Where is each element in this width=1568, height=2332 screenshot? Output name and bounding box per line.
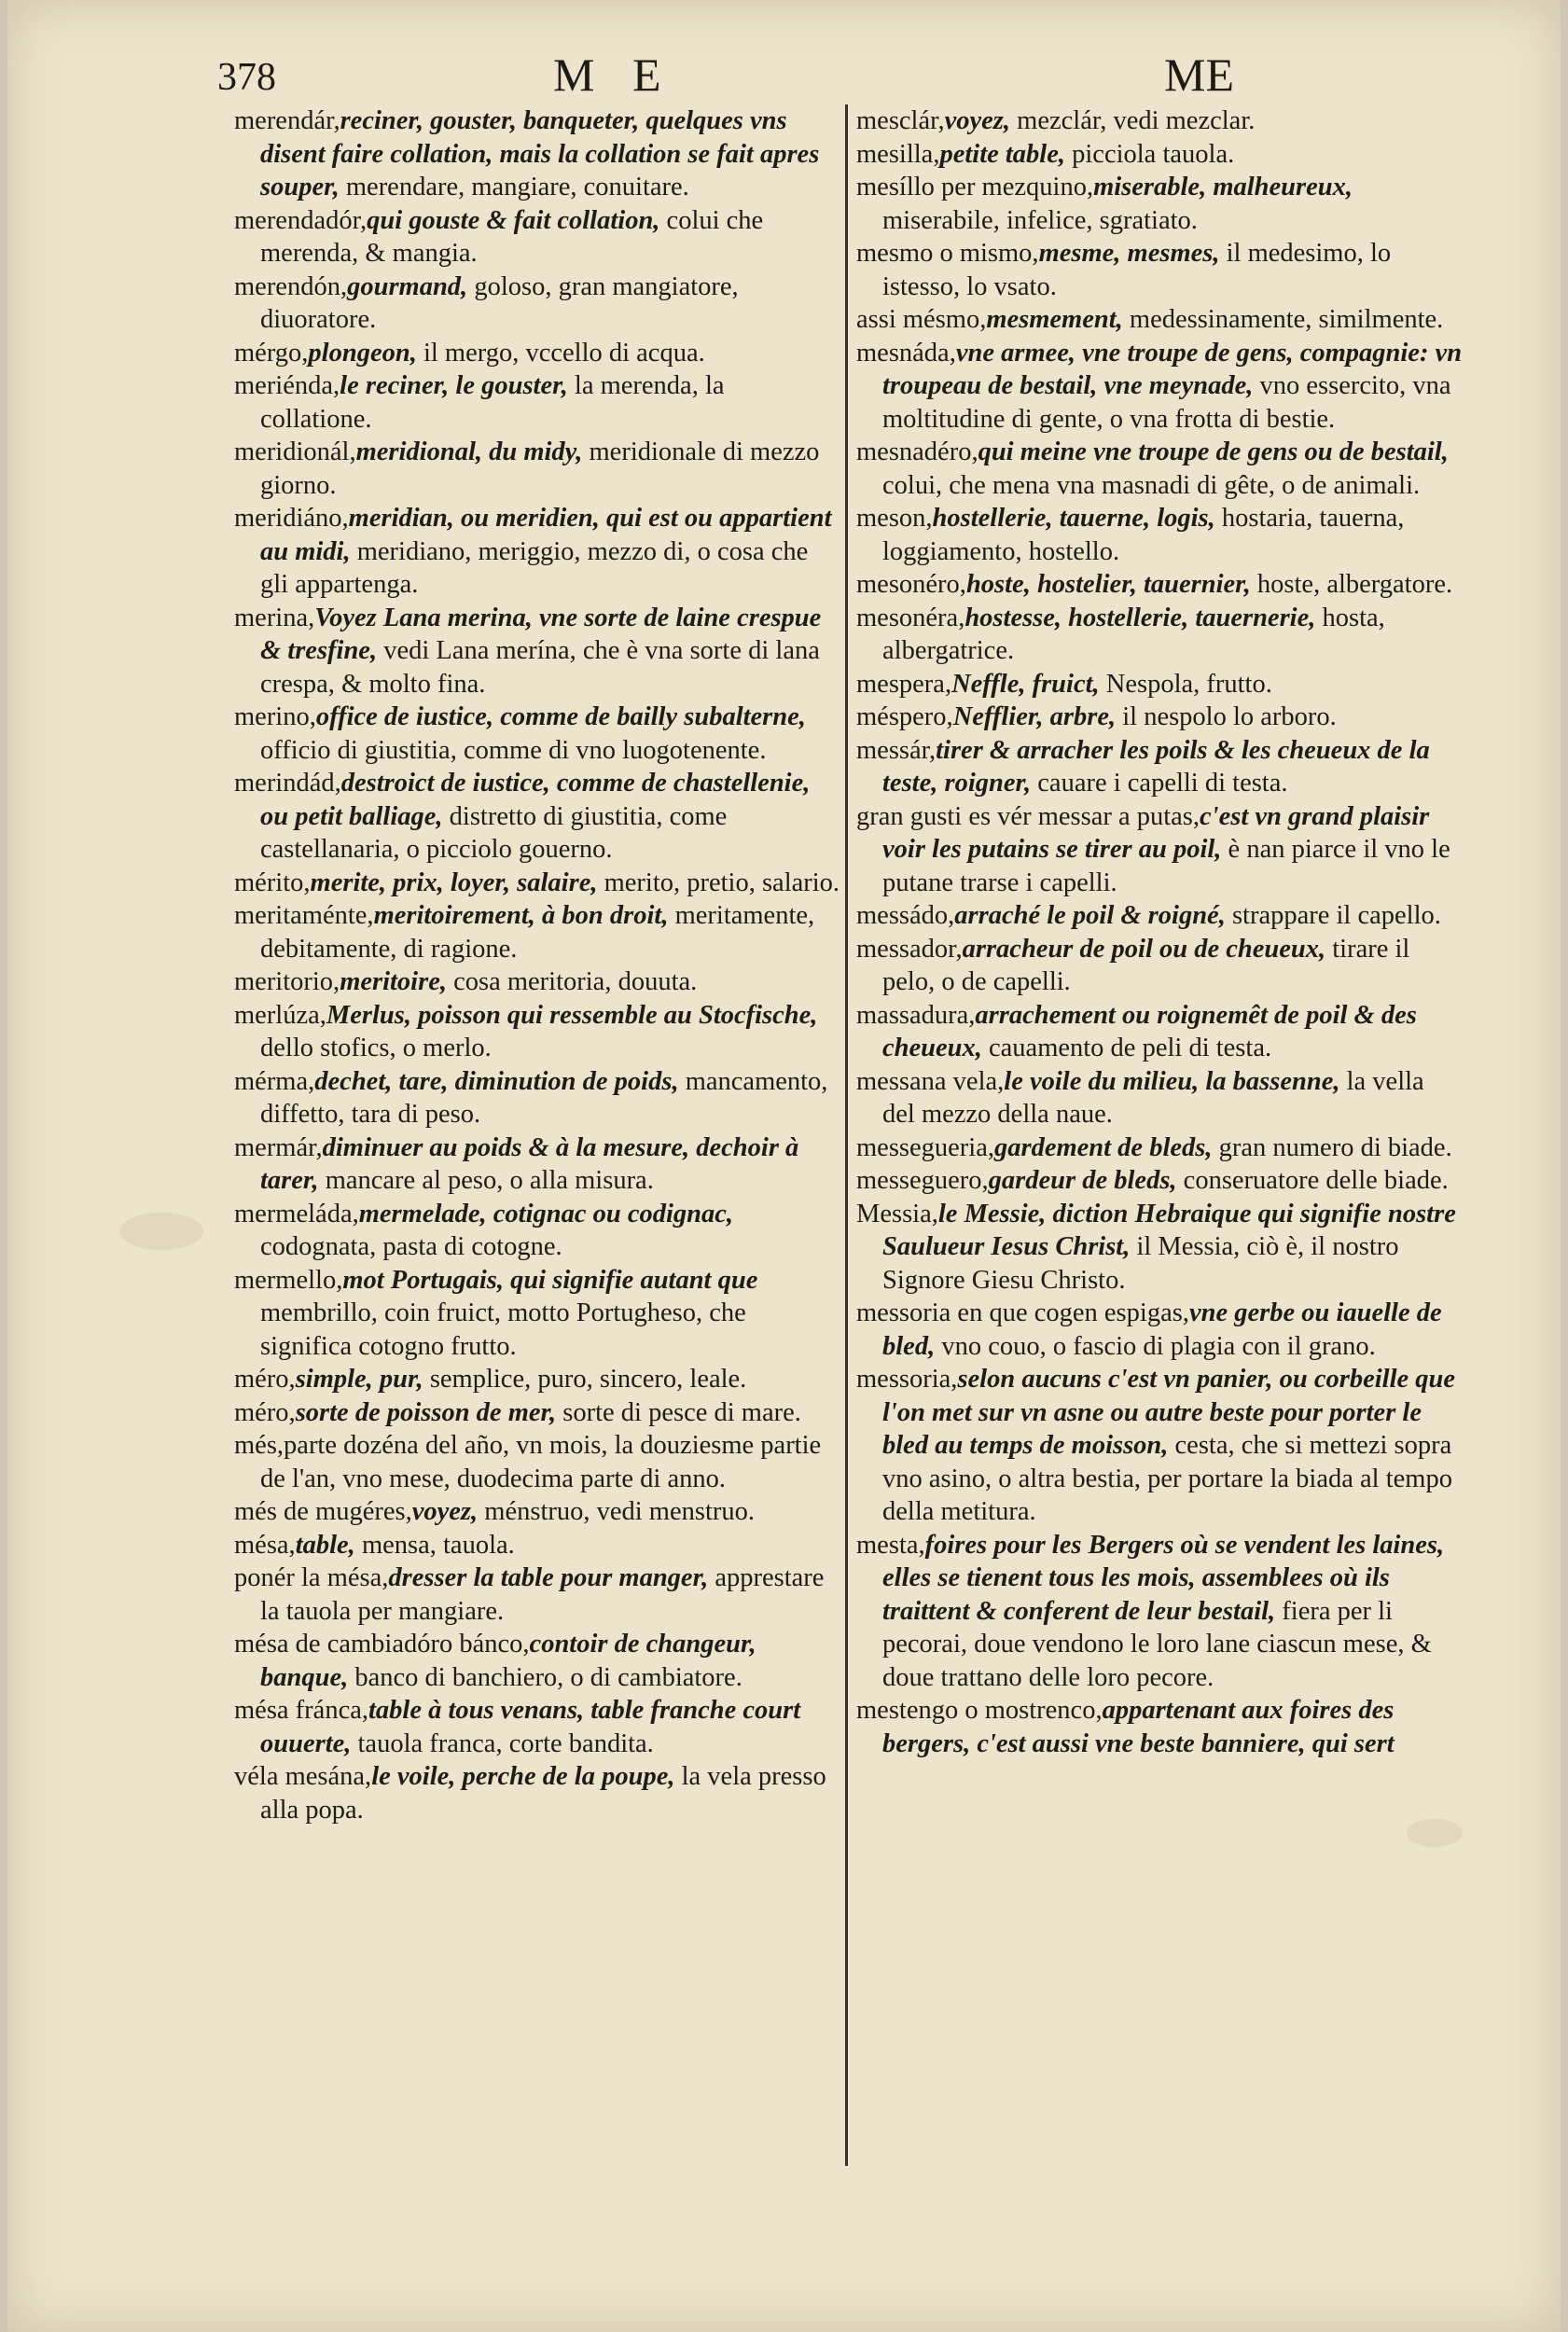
dictionary-entry <box>234 999 840 1065</box>
dictionary-entry <box>234 602 840 701</box>
entry-italian-gloss: fiera per li pecorai, doue vendono le loro lane ciascun mese, & doue trattano delle loro pecore. <box>882 1596 1432 1692</box>
entry-headword: meridionál, <box>234 437 356 466</box>
entry-headword: mesilla, <box>856 139 940 169</box>
entry-headword: més de mugéres, <box>234 1497 412 1526</box>
entry-french-gloss: le reciner, le gouster, <box>340 371 568 400</box>
dictionary-entry <box>856 899 1463 933</box>
entry-french-gloss: mermelade, cotignac ou codignac, <box>358 1199 734 1228</box>
entry-headword: mespera, <box>856 669 952 699</box>
entry-french-gloss: qui gouste & fait collation, <box>367 205 660 235</box>
page-header <box>7 42 1561 107</box>
entry-italian-gloss: la vela presso alla popa. <box>260 1762 826 1825</box>
entry-italian-gloss: il Messia, ciò è, il nostro Signore Giesu Christo. <box>882 1232 1399 1295</box>
dictionary-entry <box>856 568 1463 602</box>
entry-headword: meritorio, <box>234 967 340 996</box>
dictionary-entry <box>856 1363 1463 1529</box>
entry-headword: mermár, <box>234 1132 323 1162</box>
dictionary-entry <box>856 701 1463 734</box>
entry-italian-gloss: tauola franca, corte bandita. <box>351 1728 654 1758</box>
dictionary-entry <box>234 337 840 370</box>
dictionary-entry <box>234 965 840 999</box>
dictionary-entry <box>234 369 840 436</box>
entry-italian-gloss: mancare al peso, o alla misura. <box>318 1166 654 1195</box>
entry-italian-gloss: distretto di giustitia, come castellanaria, o picciolo gouerno. <box>260 801 728 864</box>
entry-headword: mesonéro, <box>856 570 966 599</box>
entry-italian-gloss: miserabile, infelice, sgratiato. <box>882 205 1198 235</box>
entry-headword: merendadór, <box>234 205 368 235</box>
entry-headword: mésa fránca, <box>234 1696 368 1725</box>
entry-italian-gloss: Nespola, frutto. <box>1099 669 1272 699</box>
entry-headword: messár, <box>856 735 937 765</box>
entry-italian-gloss: picciola tauola. <box>1065 139 1235 169</box>
entry-french-gloss: sorte de poisson de mer, <box>295 1397 557 1427</box>
entry-headword: merlúza, <box>234 1000 326 1030</box>
entry-french-gloss: c'est vn grand plaisir voir les putains se tirer au poil, <box>882 801 1430 864</box>
entry-french-gloss: vne armee, vne troupe de gens, compagnie: vn troupeau de bestail, vne meynade, <box>882 338 1463 400</box>
entry-french-gloss: gardeur de bleds, <box>988 1166 1177 1195</box>
dictionary-entry <box>856 933 1463 999</box>
dictionary-entry <box>856 502 1463 568</box>
entry-headword: assi mésmo, <box>856 305 987 334</box>
entry-headword: mésa, <box>234 1530 296 1560</box>
dictionary-entry <box>234 1694 840 1760</box>
entry-italian-gloss: il nespolo lo arboro. <box>1116 702 1337 731</box>
entry-headword: mesmo o mismo, <box>856 239 1039 268</box>
dictionary-entry <box>234 1495 840 1529</box>
dictionary-entry <box>856 668 1463 701</box>
left-column <box>234 104 840 1826</box>
entry-italian-gloss: hosta, albergatrice. <box>882 603 1385 665</box>
entry-italian-gloss: merendare, mangiare, conuitare. <box>339 173 689 201</box>
entry-headword: massadura, <box>856 1000 976 1030</box>
dictionary-entry <box>234 867 840 900</box>
entry-headword: mesnáda, <box>856 338 956 368</box>
entry-headword: messoria, <box>856 1365 958 1394</box>
dictionary-page <box>7 0 1561 2332</box>
dictionary-entry <box>856 138 1463 172</box>
dictionary-entry <box>234 1131 840 1198</box>
entry-headword: mesonéra, <box>856 603 965 632</box>
dictionary-entry <box>856 734 1463 800</box>
dictionary-entry <box>234 1628 840 1694</box>
entry-italian-gloss: banco di banchiero, o di cambiatore. <box>348 1662 742 1692</box>
entry-french-gloss: qui meine vne troupe de gens ou de bestail, <box>978 437 1449 466</box>
entry-headword: mérito, <box>234 868 311 897</box>
entry-headword: meriénda, <box>234 371 340 400</box>
entry-headword: merendár, <box>234 106 340 135</box>
entry-headword: messoria en que cogen espigas, <box>856 1298 1189 1327</box>
entry-french-gloss: table, <box>295 1530 355 1560</box>
page-number: 378 <box>217 56 276 99</box>
running-head-left: M E <box>553 49 674 101</box>
entry-headword: merindád, <box>234 769 341 798</box>
dictionary-entry <box>856 171 1463 237</box>
dictionary-entry <box>234 1264 840 1364</box>
entry-italian-gloss: meridiano, meriggio, mezzo di, o cosa che gli appartenga. <box>260 536 809 599</box>
entry-headword: merina, <box>234 603 315 632</box>
entry-italian-gloss: parte dozéna del año, vn mois, la douziesme partie de l'an, vno mese, duodecima parte di anno. <box>260 1431 822 1493</box>
dictionary-entry <box>234 1065 840 1131</box>
entry-headword: merino, <box>234 702 316 731</box>
entry-french-gloss: foires pour les Bergers où se vendent les laines, elles se tienent tous les mois, assemblees où ils traittent & conferent de leur bestail, <box>882 1530 1445 1626</box>
entry-italian-gloss: hostaria, tauerna, loggiamento, hostello. <box>882 504 1405 566</box>
paper-stain <box>119 1213 203 1250</box>
entry-headword: messador, <box>856 934 963 964</box>
entry-headword: meridiáno, <box>234 504 349 533</box>
entry-french-gloss: petite table, <box>939 139 1065 169</box>
entry-italian-gloss: conseruatore delle biade. <box>1176 1166 1449 1195</box>
dictionary-entry <box>234 436 840 502</box>
dictionary-entry <box>856 104 1463 138</box>
entry-french-gloss: gourmand, <box>347 271 468 301</box>
entry-italian-gloss: gran numero di biade. <box>1212 1132 1452 1162</box>
entry-headword: mérma, <box>234 1066 315 1096</box>
entry-french-gloss: voyez, <box>411 1497 479 1526</box>
dictionary-entry <box>234 701 840 767</box>
entry-italian-gloss: colui che merenda, & mangia. <box>260 205 764 268</box>
entry-italian-gloss: goloso, gran mangiatore, diuoratore. <box>260 271 739 334</box>
entry-italian-gloss: cosa meritoria, douuta. <box>446 967 698 996</box>
entry-italian-gloss: il medesimo, lo istesso, lo vsato. <box>882 239 1392 301</box>
entry-french-gloss: le voile du milieu, la bassenne, <box>1004 1066 1340 1096</box>
running-head-right: ME <box>1164 49 1234 101</box>
entry-italian-gloss: semplice, puro, sincero, leale. <box>423 1365 747 1394</box>
entry-headword: ponér la mésa, <box>234 1563 389 1592</box>
dictionary-entry <box>234 1529 840 1562</box>
entry-french-gloss: meritoirement, à bon droit, <box>373 901 669 930</box>
entry-italian-gloss: ménstruo, vedi menstruo. <box>478 1497 755 1526</box>
entry-italian-gloss: tirare il pelo, o de capelli. <box>882 934 1410 996</box>
entry-italian-gloss: hoste, albergatore. <box>1250 570 1453 599</box>
entry-french-gloss: contoir de changeur, banque, <box>260 1630 756 1692</box>
entry-french-gloss: tirer & arracher les poils & les cheueux de la teste, roigner, <box>882 735 1430 798</box>
entry-italian-gloss: cauare i capelli di testa. <box>1031 769 1288 798</box>
entry-headword: mestengo o mostrenco, <box>856 1696 1103 1725</box>
entry-italian-gloss: medessinamente, similmente. <box>1122 305 1444 334</box>
entry-italian-gloss: dello stofics, o merlo. <box>260 1034 492 1062</box>
entry-italian-gloss: la vella del mezzo della naue. <box>882 1066 1424 1129</box>
entry-headword: meritaménte, <box>234 901 374 930</box>
dictionary-entry <box>234 1198 840 1264</box>
entry-headword: véla mesána, <box>234 1762 372 1791</box>
entry-french-gloss: meritoire, <box>340 967 447 996</box>
entry-headword: merendón, <box>234 271 348 301</box>
entry-headword: messegueria, <box>856 1132 994 1162</box>
entry-headword: méspero, <box>856 702 953 731</box>
entry-french-gloss: merite, prix, loyer, salaire, <box>310 868 598 897</box>
entry-french-gloss: dresser la table pour manger, <box>388 1563 709 1592</box>
dictionary-entry <box>856 337 1463 437</box>
entry-french-gloss: destroict de iustice, comme de chastellenie, ou petit balliage, <box>260 769 811 831</box>
entry-french-gloss: appartenant aux foires des bergers, c'est aussi vne beste banniere, qui sert <box>882 1696 1395 1758</box>
entry-headword: mésa de cambiadóro báncо, <box>234 1630 530 1659</box>
entry-french-gloss: table à tous venans, table franche court ouuerte, <box>260 1696 801 1758</box>
entry-french-gloss: plongeon, <box>308 338 417 368</box>
entry-italian-gloss: officio di giustitia, comme di vno luogotenente. <box>260 735 767 765</box>
entry-italian-gloss: codognata, pasta di cotogne. <box>260 1232 562 1261</box>
entry-headword: mesnadéro, <box>856 437 978 466</box>
entry-headword: messádo, <box>856 901 955 930</box>
entry-french-gloss: le voile, perche de la poupe, <box>371 1762 675 1791</box>
entry-french-gloss: gardement de bleds, <box>993 1132 1213 1162</box>
entry-italian-gloss: membrillo, coin fruict, motto Portughesо, che significa cotogno frutto. <box>260 1298 746 1361</box>
entry-italian-gloss: è nan piarce il vno le putane trarse i capelli. <box>882 835 1450 897</box>
dictionary-entry <box>234 899 840 965</box>
dictionary-entry <box>234 502 840 602</box>
entry-italian-gloss: la merenda, la collatione. <box>260 371 725 434</box>
entry-italian-gloss: apprestare la tauola per mangiare. <box>260 1563 825 1626</box>
entry-french-gloss: simple, pur, <box>295 1365 423 1394</box>
right-column <box>856 104 1463 1760</box>
entry-french-gloss: miserable, malheureux, <box>1093 173 1353 201</box>
dictionary-entry <box>856 999 1463 1065</box>
entry-headword: méro, <box>234 1397 296 1427</box>
entry-italian-gloss: meritamente, debitamente, di ragione. <box>260 901 815 964</box>
entry-french-gloss: Voyez Lana merina, vne sorte de laine crespue & tresfine, <box>260 603 822 665</box>
entry-headword: mermeláda, <box>234 1199 359 1228</box>
entry-headword: mesclár, <box>856 106 945 135</box>
entry-headword: méro, <box>234 1365 296 1394</box>
entry-french-gloss: arraché le poil & roigné, <box>954 901 1226 930</box>
entry-french-gloss: Nefflier, arbre, <box>952 702 1117 731</box>
entry-french-gloss: mot Portugais, qui signifie autant que <box>342 1265 758 1295</box>
entry-french-gloss: hoste, hostelier, tauernier, <box>965 570 1251 599</box>
entry-italian-gloss: meridionale di mezzo giorno. <box>260 437 820 500</box>
entry-headword: Messia, <box>856 1199 938 1228</box>
entry-french-gloss: hostellerie, tauerne, logis, <box>932 504 1215 533</box>
entry-french-gloss: diminuer au poids & à la mesure, dechoir à tarer, <box>260 1132 799 1195</box>
entry-french-gloss: meridional, du midy, <box>355 437 583 466</box>
entry-italian-gloss: cesta, che si mettezi sopra vno asino, o altra bestia, per portare la biada al tempo della metitura. <box>882 1431 1452 1526</box>
entry-italian-gloss: mezclár, vedi mezclar. <box>1010 106 1256 135</box>
entry-french-gloss: arrachement ou roignemêt de poil & des cheueux, <box>882 1000 1417 1062</box>
dictionary-entry <box>856 1164 1463 1198</box>
dictionary-entry <box>856 436 1463 502</box>
entry-headword: messeguero, <box>856 1166 989 1195</box>
dictionary-entry <box>234 271 840 337</box>
entry-french-gloss: dechet, tare, diminution de poids, <box>314 1066 679 1096</box>
entry-italian-gloss: vno essercito, vna moltitudine di gente, o vna frotta di bestie. <box>882 371 1451 434</box>
entry-french-gloss: meridian, ou meridien, qui est ou appartient au midi, <box>260 504 832 566</box>
entry-french-gloss: le Messie, diction Hebraique qui signifie nostre Saulueur Iesus Christ, <box>882 1199 1456 1261</box>
dictionary-entry <box>234 767 840 867</box>
dictionary-entry <box>234 204 840 271</box>
entry-italian-gloss: cauamento de peli di testa. <box>981 1034 1272 1062</box>
dictionary-entry <box>234 1396 840 1430</box>
entry-italian-gloss: vedi Lana merína, che è vna sorte di lana crespa, & molto fina. <box>260 636 820 699</box>
entry-headword: mérgo, <box>234 338 309 368</box>
entry-italian-gloss: strappare il capello. <box>1225 901 1441 930</box>
entry-italian-gloss: colui, che mena vna masnadi di gête, o de animali. <box>882 470 1421 500</box>
dictionary-entry <box>856 1529 1463 1695</box>
dictionary-entry <box>234 1363 840 1396</box>
column-divider <box>845 104 848 2166</box>
entry-french-gloss: mesme, mesmes, <box>1038 239 1220 268</box>
entry-italian-gloss: sorte di pesce di mare. <box>556 1397 801 1427</box>
dictionary-entry <box>856 1131 1463 1165</box>
entry-french-gloss: vne gerbe ou iauelle de bled, <box>882 1298 1442 1361</box>
entry-french-gloss: voyez, <box>944 106 1011 135</box>
entry-french-gloss: Neffle, fruict, <box>951 669 1100 699</box>
dictionary-entry <box>234 104 840 204</box>
entry-italian-gloss: vno couo, o fascio di plagia con il grano. <box>935 1331 1376 1361</box>
entry-french-gloss: arracheur de poil ou de cheueux, <box>962 934 1326 964</box>
entry-french-gloss: hostesse, hostellerie, tauernerie, <box>964 603 1316 632</box>
dictionary-entry <box>856 1297 1463 1363</box>
entry-headword: mesíllo per mezquino, <box>856 173 1094 201</box>
entry-french-gloss: Merlus, poisson qui ressemble au Stocfische, <box>326 1000 818 1030</box>
entry-headword: mermello, <box>234 1265 343 1295</box>
dictionary-entry <box>856 1694 1463 1760</box>
dictionary-entry <box>856 237 1463 303</box>
entry-headword: messana vela, <box>856 1066 1005 1096</box>
entry-italian-gloss: merito, pretio, salario. <box>597 868 840 897</box>
entry-italian-gloss: mensa, tauola. <box>354 1530 515 1560</box>
dictionary-entry <box>856 303 1463 337</box>
dictionary-entry <box>856 800 1463 900</box>
entry-headword: gran gusti es vér messar a putas, <box>856 801 1200 831</box>
entry-french-gloss: mesmement, <box>986 305 1123 334</box>
entry-french-gloss: selon aucuns c'est vn panier, ou corbeille que l'on met sur vn asne ou autre beste pour porter le bled au temps de moisson, <box>882 1365 1456 1460</box>
entry-french-gloss: office de iustice, comme de bailly subalterne, <box>315 702 806 731</box>
dictionary-entry <box>856 1065 1463 1131</box>
dictionary-entry <box>234 1429 840 1495</box>
dictionary-entry <box>234 1562 840 1628</box>
entry-italian-gloss: il mergo, vccello di acqua. <box>416 338 705 368</box>
entry-headword: meson, <box>856 504 933 533</box>
entry-headword: més, <box>234 1431 284 1460</box>
dictionary-entry <box>234 1760 840 1826</box>
entry-french-gloss: reciner, gouster, banqueter, quelques vns disent faire collation, mais la collation se fait apres souper, <box>260 106 820 201</box>
dictionary-entry <box>856 1198 1463 1298</box>
entry-headword: mesta, <box>856 1530 925 1560</box>
entry-italian-gloss: mancamento, diffetto, tara di peso. <box>260 1066 828 1129</box>
dictionary-entry <box>856 602 1463 668</box>
paper-stain <box>1407 1819 1463 1847</box>
